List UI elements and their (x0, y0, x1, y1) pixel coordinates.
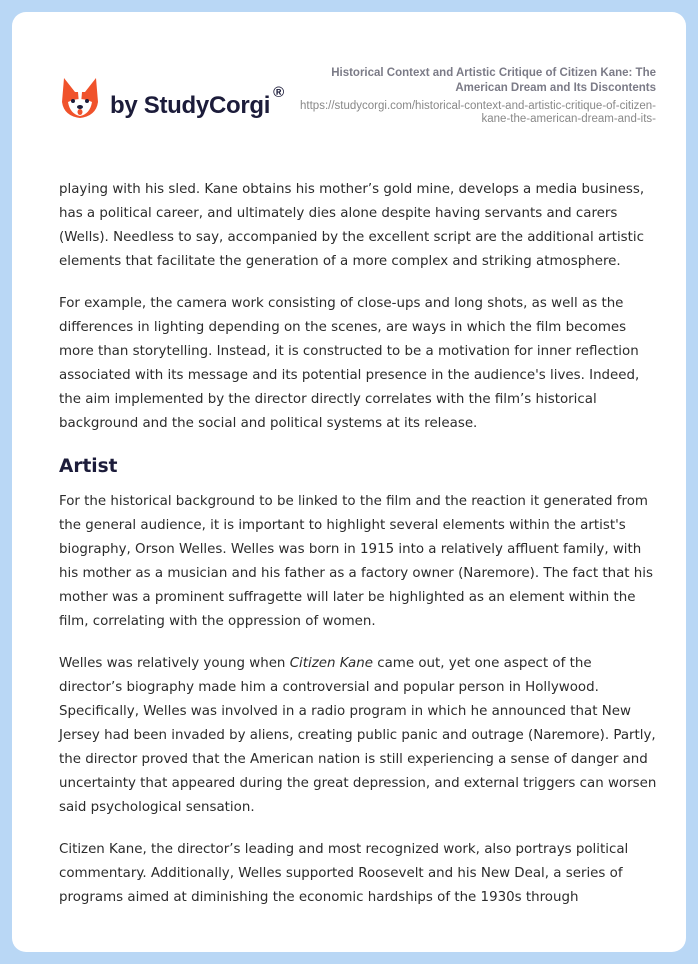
film-title: Citizen Kane (289, 656, 373, 671)
corgi-icon (60, 76, 100, 120)
text: Welles was relatively young when (59, 656, 290, 671)
registered-mark: ® (273, 84, 284, 101)
paragraph: For the historical background to be linked to the film and the reaction it generated from the general audience, it is important to highlight several elements within the artist's biography, Orson Welles. Welles was born in 1915 into a relatively affluent family, with his mother as a musician and his father as a factory owner (Naremore). The fact that his mother was a prominent suffragette will later be highlighted as an element within the film, correlating with the oppression of women. (59, 494, 653, 629)
document-url[interactable]: https://studycorgi.com/historical-context-and-artistic-critique-of-citizen-kane-the-american-dream-and-its- (300, 100, 656, 125)
brand-name: by StudyCorgi (110, 92, 271, 119)
document-title: Historical Context and Artistic Critique of Citizen Kane: The American Dream and Its Discontents (331, 67, 656, 94)
document-page (12, 12, 686, 952)
paragraph: playing with his sled. Kane obtains his mother’s gold mine, develops a media business, has a political career, and ultimately dies alone despite having servants and carers (Wells). Needless to say, accompanied by the excellent script are the additional artistic elements that facilitate the generation of a more complex and striking atmosphere. (59, 182, 645, 269)
section-heading: Artist (59, 456, 118, 477)
paragraph: Citizen Kane, the director’s leading and most recognized work, also portrays political commentary. Additionally, Welles supported Roosevelt and his New Deal, a series of programs aimed at diminishing the economic hardships of the 1930s through (59, 842, 629, 905)
studycorgi-logo[interactable] (60, 76, 284, 120)
paragraph: For example, the camera work consisting of close-ups and long shots, as well as the differences in lighting depending on the scenes, are ways in which the film becomes more than storytelling. Instead, it is constructed to be a motivation for inner reflection associated with its message and its potential presence in the audience's lives. Indeed, the aim implemented by the director directly correlates with the film’s historical background and the social and political systems at its release. (59, 296, 640, 431)
text: came out, yet one aspect of the director’s biography made him a controversial and popular person in Hollywood. Specifically, Welles was involved in a radio program in which he announced that New Jersey had been invaded by aliens, creating public panic and outrage (Naremore). Partly, the director proved that the American nation is still experiencing a sense of danger and uncertainty that appeared during the great depression, and external triggers can worsen said psychological sensation. (59, 656, 657, 815)
article-body (59, 178, 657, 928)
paragraph (59, 652, 657, 820)
document-header (286, 66, 656, 126)
